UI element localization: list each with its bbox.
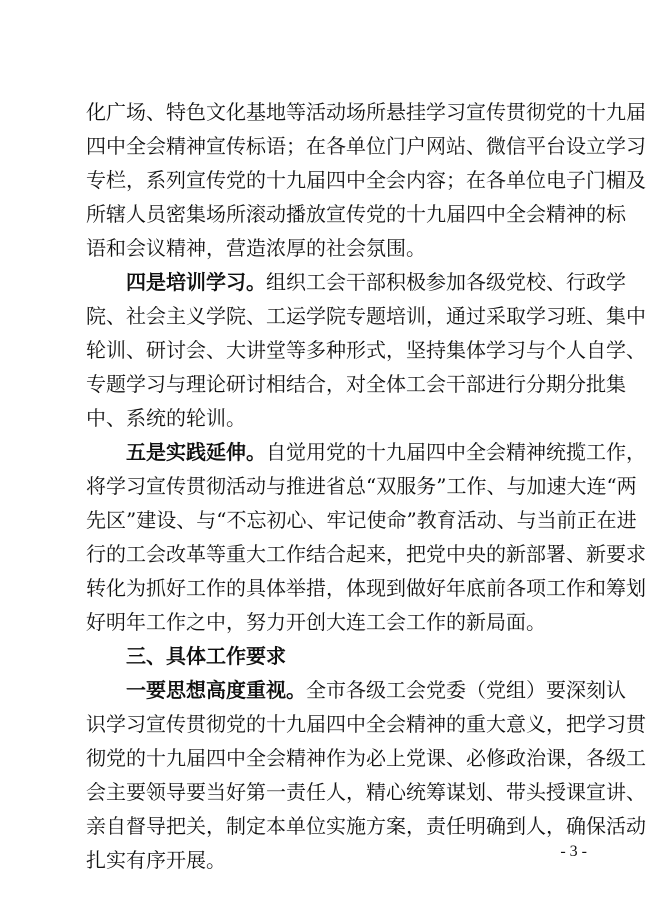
document-body	[86, 95, 646, 877]
page-number: - 3 -	[560, 843, 587, 860]
section-4-first-line: 组织工会干部积极参加各级党校、行政学	[266, 270, 626, 294]
body-line: 将学习宣传贯彻活动与推进省总“双服务”工作、与加速大连“两	[86, 474, 637, 498]
section-5-lead: 五是实践延伸。	[126, 440, 266, 464]
body-line: 专题学习与理论研讨相结合，对全体工会干部进行分期分批集	[86, 372, 626, 396]
body-line: 好明年工作之中，努力开创大连工会工作的新局面。	[86, 610, 546, 634]
body-line: 四中全会精神宣传标语；在各单位门户网站、微信平台设立学习	[86, 134, 646, 158]
body-line: 化广场、特色文化基地等活动场所悬挂学习宣传贯彻党的十九届	[86, 100, 646, 124]
section-4-lead: 四是培训学习。	[126, 270, 266, 294]
requirement-1-lead: 一要思想高度重视。	[126, 678, 306, 702]
body-line: 行的工会改革等重大工作结合起来，把党中央的新部署、新要求	[86, 542, 646, 566]
body-line: 所辖人员密集场所滚动播放宣传党的十九届四中全会精神的标	[86, 202, 626, 226]
body-line: 转化为抓好工作的具体举措，体现到做好年底前各项工作和筹划	[86, 576, 646, 600]
body-line: 识学习宣传贯彻党的十九届四中全会精神的重大意义，把学习贯	[86, 712, 646, 736]
paragraph-section-5	[86, 435, 646, 469]
body-line: 会主要领导要当好第一责任人，精心统筹谋划、带头授课宣讲、	[86, 780, 646, 804]
body-line: 语和会议精神，营造浓厚的社会氛围。	[86, 236, 426, 260]
body-line: 中、系统的轮训。	[86, 406, 246, 430]
body-line: 亲自督导把关，制定本单位实施方案，责任明确到人，确保活动	[86, 814, 646, 838]
body-line: 扎实有序开展。	[86, 848, 226, 872]
section-heading-3: 三、具体工作要求	[126, 644, 286, 668]
body-line: 先区”建设、与“不忘初心、牢记使命”教育活动、与当前正在进	[86, 508, 637, 532]
paragraph-requirement-1	[86, 673, 626, 707]
requirement-1-first-line: 全市各级工会党委（党组）要深刻认	[306, 678, 626, 702]
section-5-first-line: 自觉用党的十九届四中全会精神统揽工作，	[266, 440, 646, 464]
paragraph-section-4	[86, 265, 626, 299]
body-line: 专栏，系列宣传党的十九届四中全会内容；在各单位电子门楣及	[86, 168, 646, 192]
body-line: 彻党的十九届四中全会精神作为必上党课、必修政治课，各级工	[86, 746, 646, 770]
body-line: 轮训、研讨会、大讲堂等多种形式，坚持集体学习与个人自学、	[86, 338, 646, 362]
body-line: 院、社会主义学院、工运学院专题培训，通过采取学习班、集中	[86, 304, 646, 328]
